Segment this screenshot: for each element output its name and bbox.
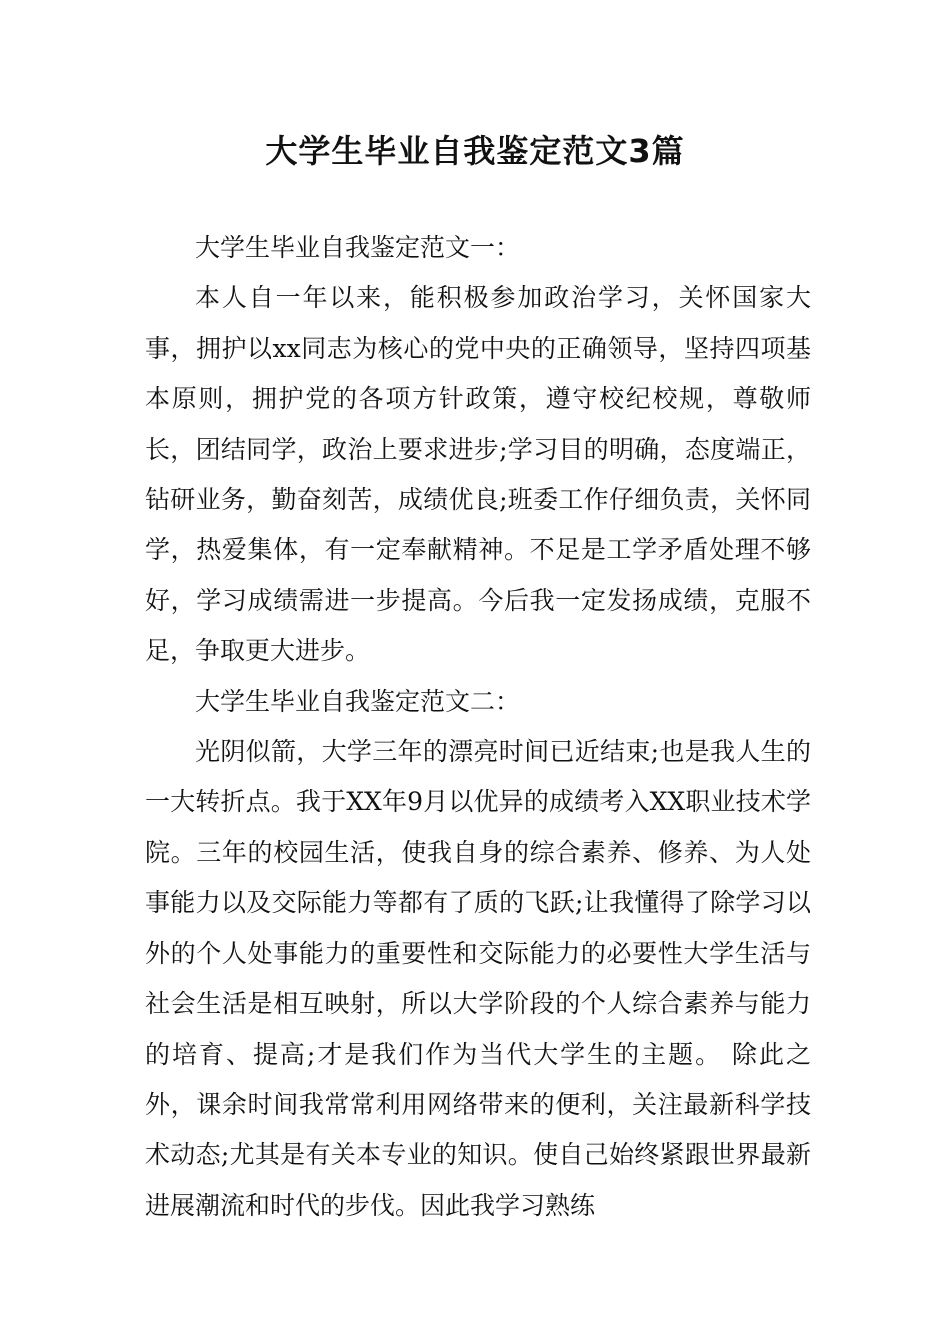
body-paragraph-2: 光阴似箭，大学三年的漂亮时间已近结束;也是我人生的一大转折点。我于XX年9月以优异的成绩考入XX职业技术学院。三年的校园生活，使我自身的综合素养、修养、为人处事能力以及交际能力等都有了质的飞跃;让我懂得了除学习以外的个人处事能力的重要性和交际能力的必要性大学生活与社会生活是相互映射，所以大学阶段的个人综合素养与能力的培育、提高;才是我们作为当代大学生的主题。 除此之外，课余时间我常常利用网络带来的便利，关注最新科学技术动态;尤其是有关本专业的知识。使自己始终紧跟世界最新进展潮流和时代的步伐。因此我学习熟练 (145, 737, 811, 1220)
document-title: 大学生毕业自我鉴定范文3篇 (265, 132, 685, 170)
section-heading-2: 大学生毕业自我鉴定范文二： (195, 686, 521, 716)
section-heading-1: 大学生毕业自我鉴定范文一： (195, 233, 521, 262)
body-paragraph-1: 本人自一年以来，能积极参加政治学习，关怀国家大事，拥护以xx同志为核心的党中央的正确领导，坚持四项基本原则，拥护党的各项方针政策，遵守校纪校规，尊敬师长，团结同学，政治上要求进步;学习目的明确，态度端正，钻研业务，勤奋刻苦，成绩优良;班委工作仔细负责，关怀同学，热爱集体，有一定奉献精神。不足是工学矛盾处理不够好，学习成绩需进一步提高。今后我一定发扬成绩，克服不足，争取更大进步。 (145, 283, 811, 666)
document-body (145, 223, 811, 1231)
